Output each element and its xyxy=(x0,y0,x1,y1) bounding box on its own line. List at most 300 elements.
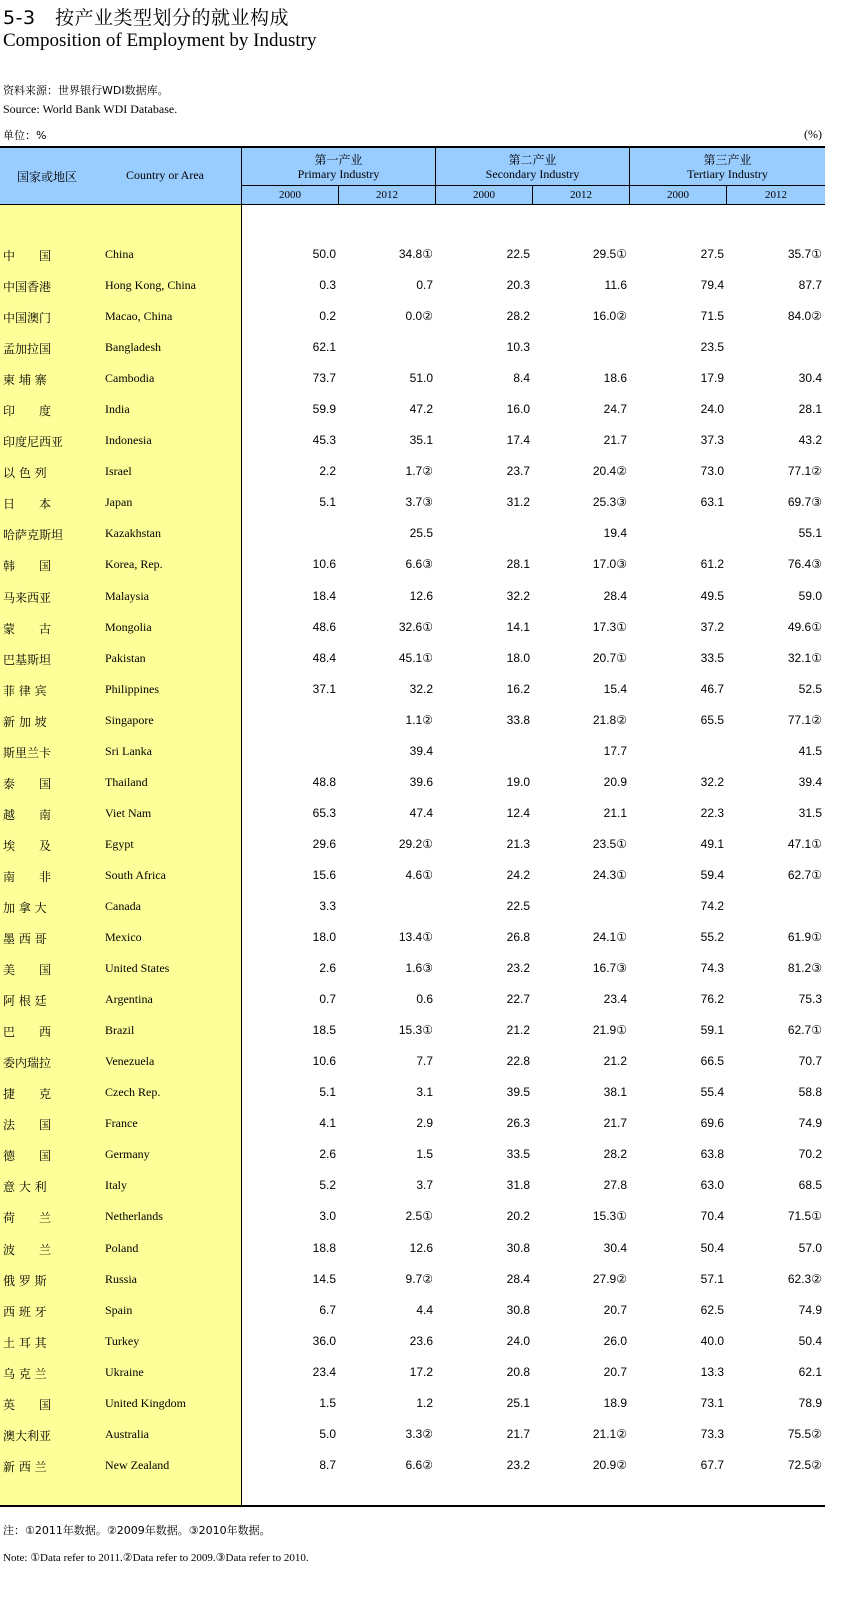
value-cell: 19.4 xyxy=(603,526,627,541)
value-cell: 15.6 xyxy=(312,867,336,882)
value-cell: 55.1 xyxy=(798,526,822,541)
value-cell: 1.7② xyxy=(405,464,433,479)
value-cell: 28.4 xyxy=(603,588,627,603)
value-cell: 41.5 xyxy=(798,743,822,758)
value-cell: 21.2 xyxy=(603,1054,627,1069)
value-cell: 29.6 xyxy=(312,836,336,851)
page-title-cn: 5-3 按产业类型划分的就业构成 xyxy=(3,7,290,29)
value-cell: 55.2 xyxy=(700,930,724,945)
value-cell: 35.1 xyxy=(409,433,433,448)
value-cell: 26.3 xyxy=(506,1116,530,1131)
value-cell: 34.8① xyxy=(398,247,433,261)
year-header: 2012 xyxy=(533,186,630,204)
country-name-en: Russia xyxy=(105,1271,138,1286)
value-cell: 55.4 xyxy=(700,1085,724,1100)
table-row xyxy=(0,1169,825,1200)
value-cell: 17.9 xyxy=(700,371,724,386)
value-cell: 1.2 xyxy=(416,1395,433,1410)
value-cell: 62.1 xyxy=(798,1364,822,1379)
value-cell: 10.6 xyxy=(312,557,336,572)
employment-table xyxy=(0,146,825,1507)
table-row xyxy=(0,704,825,735)
value-cell: 5.2 xyxy=(319,1178,336,1193)
value-cell: 62.3② xyxy=(787,1271,822,1286)
value-cell: 27.8 xyxy=(603,1178,627,1193)
value-cell: 20.3 xyxy=(506,278,530,293)
value-cell: 51.0 xyxy=(409,371,433,386)
country-name-cn: 巴基斯坦 xyxy=(3,652,52,667)
value-cell: 63.0 xyxy=(700,1178,724,1193)
country-name-cn: 蒙 古 xyxy=(3,621,52,636)
country-name-en: Spain xyxy=(105,1302,133,1317)
value-cell: 6.7 xyxy=(319,1302,336,1317)
unit-label: 单位：% xyxy=(3,129,47,142)
table-row xyxy=(0,1325,825,1356)
value-cell: 28.2 xyxy=(603,1147,627,1162)
value-cell: 15.4 xyxy=(603,681,627,696)
value-cell: 24.7 xyxy=(603,402,627,417)
country-name-en: South Africa xyxy=(105,867,166,882)
value-cell: 23.2 xyxy=(506,1457,530,1472)
value-cell: 2.2 xyxy=(319,464,336,479)
value-cell: 73.1 xyxy=(700,1395,724,1410)
value-cell: 6.6③ xyxy=(405,557,433,572)
table-row xyxy=(0,1014,825,1045)
country-name-en: Thailand xyxy=(105,774,148,789)
value-cell: 20.7① xyxy=(592,650,627,665)
value-cell: 37.1 xyxy=(312,681,336,696)
value-cell: 25.3③ xyxy=(592,495,627,510)
value-cell: 74.9 xyxy=(798,1302,822,1317)
table-row xyxy=(0,859,825,890)
value-cell: 16.0 xyxy=(506,402,530,417)
value-cell: 33.5 xyxy=(506,1147,530,1162)
table-row xyxy=(0,548,825,579)
value-cell: 49.6① xyxy=(787,619,822,634)
value-cell: 32.2 xyxy=(700,774,724,789)
value-cell: 48.4 xyxy=(312,650,336,665)
value-cell: 22.8 xyxy=(506,1054,530,1069)
table-row xyxy=(0,1387,825,1418)
country-name-en: Poland xyxy=(105,1240,139,1255)
value-cell: 76.4③ xyxy=(787,557,822,572)
value-cell: 15.3① xyxy=(398,1023,433,1038)
value-cell: 20.4② xyxy=(592,464,627,479)
value-cell: 13.3 xyxy=(700,1364,724,1379)
value-cell: 32.2 xyxy=(506,588,530,603)
value-cell: 23.2 xyxy=(506,961,530,976)
value-cell: 25.1 xyxy=(506,1395,530,1410)
table-row xyxy=(0,983,825,1014)
group-tertiary-cn: 第三产业 xyxy=(703,153,752,167)
value-cell: 65.3 xyxy=(312,805,336,820)
value-cell: 74.9 xyxy=(798,1116,822,1131)
value-cell: 71.5① xyxy=(787,1209,822,1224)
value-cell: 19.0 xyxy=(506,774,530,789)
value-cell: 33.5 xyxy=(700,650,724,665)
value-cell: 47.2 xyxy=(409,402,433,417)
value-cell: 23.4 xyxy=(312,1364,336,1379)
country-name-cn: 斯里兰卡 xyxy=(3,745,52,760)
value-cell: 87.7 xyxy=(798,278,822,293)
country-name-en: Macao, China xyxy=(105,309,173,324)
value-cell: 8.7 xyxy=(319,1457,336,1472)
country-name-en: Hong Kong, China xyxy=(105,278,196,293)
value-cell: 24.0 xyxy=(700,402,724,417)
country-name-cn: 俄 罗 斯 xyxy=(3,1273,47,1288)
value-cell: 13.4① xyxy=(398,930,433,945)
country-name-en: Germany xyxy=(105,1147,150,1162)
table-row xyxy=(0,1138,825,1169)
value-cell: 12.6 xyxy=(409,588,433,603)
value-cell: 20.8 xyxy=(506,1364,530,1379)
value-cell: 39.5 xyxy=(506,1085,530,1100)
country-name-cn: 委内瑞拉 xyxy=(3,1056,52,1071)
value-cell: 50.4 xyxy=(798,1333,822,1348)
value-cell: 63.8 xyxy=(700,1147,724,1162)
value-cell: 38.1 xyxy=(603,1085,627,1100)
value-cell: 58.8 xyxy=(798,1085,822,1100)
value-cell: 1.6③ xyxy=(405,961,433,976)
country-name-cn: 墨 西 哥 xyxy=(3,932,47,947)
value-cell: 23.5① xyxy=(592,836,627,851)
country-header xyxy=(0,148,242,204)
value-cell: 26.0 xyxy=(603,1333,627,1348)
country-name-en: Brazil xyxy=(105,1023,135,1038)
value-cell: 16.2 xyxy=(506,681,530,696)
year-header: 2000 xyxy=(630,186,727,204)
table-row xyxy=(0,1449,825,1480)
country-name-en: Israel xyxy=(105,464,132,479)
country-name-en: Indonesia xyxy=(105,433,152,448)
table-row xyxy=(0,331,825,362)
table-row xyxy=(0,455,825,486)
value-cell: 28.2 xyxy=(506,309,530,324)
group-header-primary xyxy=(242,148,436,186)
value-cell: 21.7 xyxy=(506,1426,530,1441)
value-cell: 25.5 xyxy=(409,526,433,541)
country-name-cn: 印度尼西亚 xyxy=(3,435,64,450)
table-row xyxy=(0,1045,825,1076)
country-name-en: Kazakhstan xyxy=(105,526,161,541)
country-name-cn: 波 兰 xyxy=(3,1242,52,1257)
country-name-en: Bangladesh xyxy=(105,340,161,355)
value-cell: 3.3 xyxy=(319,898,336,913)
value-cell: 84.0② xyxy=(787,309,822,324)
value-cell: 77.1② xyxy=(787,712,822,727)
value-cell: 0.6 xyxy=(416,992,433,1007)
value-cell: 21.1② xyxy=(592,1426,627,1441)
value-cell: 69.6 xyxy=(700,1116,724,1131)
value-cell: 5.0 xyxy=(319,1426,336,1441)
value-cell: 2.5① xyxy=(405,1209,433,1224)
value-cell: 20.7 xyxy=(603,1364,627,1379)
year-header: 2000 xyxy=(242,186,339,204)
value-cell: 59.9 xyxy=(312,402,336,417)
value-cell: 46.7 xyxy=(700,681,724,696)
table-row xyxy=(0,580,825,611)
footnote-cn: 注：①2011年数据。②2009年数据。③2010年数据。 xyxy=(3,1524,271,1537)
value-cell: 27.9② xyxy=(592,1271,627,1286)
table-row xyxy=(0,1263,825,1294)
table-row xyxy=(0,766,825,797)
country-name-en: Czech Rep. xyxy=(105,1085,161,1100)
value-cell: 18.6 xyxy=(603,371,627,386)
value-cell: 66.5 xyxy=(700,1054,724,1069)
value-cell: 23.5 xyxy=(700,340,724,355)
country-header-cn: 国家或地区 xyxy=(17,170,78,184)
value-cell: 48.8 xyxy=(312,774,336,789)
value-cell: 22.5 xyxy=(506,898,530,913)
value-cell: 3.1 xyxy=(416,1085,433,1100)
country-name-cn: 中 国 xyxy=(3,249,52,263)
country-name-cn: 澳大利亚 xyxy=(3,1428,52,1443)
country-name-cn: 德 国 xyxy=(3,1149,52,1164)
value-cell: 17.7 xyxy=(603,743,627,758)
country-name-cn: 中国澳门 xyxy=(3,311,52,326)
table-row xyxy=(0,673,825,704)
country-name-cn: 乌 克 兰 xyxy=(3,1366,47,1381)
value-cell: 73.7 xyxy=(312,371,336,386)
country-name-en: Japan xyxy=(105,495,133,510)
value-cell: 45.3 xyxy=(312,433,336,448)
value-cell: 17.3① xyxy=(592,619,627,634)
value-cell: 31.8 xyxy=(506,1178,530,1193)
source-en: Source: World Bank WDI Database. xyxy=(3,102,178,116)
value-cell: 59.1 xyxy=(700,1023,724,1038)
value-cell: 3.7 xyxy=(416,1178,433,1193)
value-cell: 21.7 xyxy=(603,1116,627,1131)
table-row xyxy=(0,890,825,921)
value-cell: 75.3 xyxy=(798,992,822,1007)
value-cell: 59.4 xyxy=(700,867,724,882)
value-cell: 23.7 xyxy=(506,464,530,479)
value-cell: 20.9 xyxy=(603,774,627,789)
table-header xyxy=(0,146,825,205)
table-body xyxy=(0,205,825,1507)
value-cell: 62.7① xyxy=(787,867,822,882)
value-cell: 29.5① xyxy=(592,247,627,261)
table-row xyxy=(0,642,825,673)
value-cell: 52.5 xyxy=(798,681,822,696)
table-row xyxy=(0,611,825,642)
value-cell: 37.2 xyxy=(700,619,724,634)
year-header: 2012 xyxy=(339,186,436,204)
value-cell: 24.1① xyxy=(592,930,627,945)
table-row xyxy=(0,1200,825,1231)
country-name-en: India xyxy=(105,402,130,417)
value-cell: 18.5 xyxy=(312,1023,336,1038)
value-cell: 21.8② xyxy=(592,712,627,727)
country-name-en: Australia xyxy=(105,1426,149,1441)
country-name-cn: 土 耳 其 xyxy=(3,1335,47,1350)
value-cell: 77.1② xyxy=(787,464,822,479)
country-name-cn: 新 西 兰 xyxy=(3,1459,47,1474)
table-rows xyxy=(0,238,825,1480)
table-row xyxy=(0,517,825,548)
value-cell: 5.1 xyxy=(319,495,336,510)
value-cell: 1.5 xyxy=(319,1395,336,1410)
country-name-cn: 加 拿 大 xyxy=(3,900,47,915)
value-cell: 20.7 xyxy=(603,1302,627,1317)
value-cell: 62.1 xyxy=(312,340,336,355)
value-cell: 0.7 xyxy=(416,278,433,293)
country-name-cn: 以 色 列 xyxy=(3,466,47,481)
value-cell: 22.7 xyxy=(506,992,530,1007)
value-cell: 39.4 xyxy=(409,743,433,758)
value-cell: 4.6① xyxy=(405,867,433,882)
value-cell: 17.4 xyxy=(506,433,530,448)
value-cell: 39.4 xyxy=(798,774,822,789)
country-name-en: Sri Lanka xyxy=(105,743,152,758)
value-cell: 27.5 xyxy=(700,247,724,261)
value-cell: 1.5 xyxy=(416,1147,433,1162)
value-cell: 1.1② xyxy=(405,712,433,727)
value-cell: 48.6 xyxy=(312,619,336,634)
value-cell: 31.2 xyxy=(506,495,530,510)
value-cell: 3.0 xyxy=(319,1209,336,1224)
group-tertiary-en: Tertiary Industry xyxy=(687,167,768,181)
value-cell: 39.6 xyxy=(409,774,433,789)
country-name-cn: 阿 根 廷 xyxy=(3,994,47,1009)
value-cell: 36.0 xyxy=(312,1333,336,1348)
country-name-cn: 英 国 xyxy=(3,1397,52,1412)
group-secondary-en: Secondary Industry xyxy=(485,167,580,181)
table-row xyxy=(0,486,825,517)
table-row xyxy=(0,952,825,983)
value-cell: 5.1 xyxy=(319,1085,336,1100)
country-name-en: France xyxy=(105,1116,138,1131)
group-secondary-cn: 第二产业 xyxy=(508,153,557,167)
value-cell: 10.6 xyxy=(312,1054,336,1069)
value-cell: 32.2 xyxy=(409,681,433,696)
table-row xyxy=(0,828,825,859)
country-name-cn: 韩 国 xyxy=(3,559,52,574)
value-cell: 74.3 xyxy=(700,961,724,976)
value-cell: 12.4 xyxy=(506,805,530,820)
unit-right-label: (%) xyxy=(804,127,822,141)
value-cell: 24.0 xyxy=(506,1333,530,1348)
value-cell: 4.4 xyxy=(416,1302,433,1317)
group-primary-cn: 第一产业 xyxy=(314,153,363,167)
table-row xyxy=(0,1356,825,1387)
country-name-cn: 捷 克 xyxy=(3,1087,52,1102)
country-name-en: Cambodia xyxy=(105,371,155,386)
value-cell: 73.3 xyxy=(700,1426,724,1441)
value-cell: 17.0③ xyxy=(592,557,627,572)
table-row xyxy=(0,1107,825,1138)
value-cell: 21.9① xyxy=(592,1023,627,1038)
value-cell: 62.5 xyxy=(700,1302,724,1317)
value-cell: 32.6① xyxy=(398,619,433,634)
value-cell: 18.8 xyxy=(312,1240,336,1255)
value-cell: 18.9 xyxy=(603,1395,627,1410)
group-header-secondary xyxy=(436,148,630,186)
value-cell: 0.2 xyxy=(319,309,336,324)
value-cell: 2.9 xyxy=(416,1116,433,1131)
value-cell: 35.7① xyxy=(787,247,822,261)
table-row xyxy=(0,393,825,424)
table-row xyxy=(0,269,825,300)
group-primary-en: Primary Industry xyxy=(297,167,380,181)
value-cell: 33.8 xyxy=(506,712,530,727)
value-cell: 45.1① xyxy=(398,650,433,665)
country-name-en: Italy xyxy=(105,1178,127,1193)
country-name-cn: 新 加 坡 xyxy=(3,714,47,729)
value-cell: 69.7③ xyxy=(787,495,822,510)
table-row xyxy=(0,1232,825,1263)
value-cell: 0.3 xyxy=(319,278,336,293)
value-cell: 57.0 xyxy=(798,1240,822,1255)
value-cell: 20.9② xyxy=(592,1457,627,1472)
table-row xyxy=(0,1076,825,1107)
value-cell: 47.4 xyxy=(409,805,433,820)
value-cell: 67.7 xyxy=(700,1457,724,1472)
table-row xyxy=(0,921,825,952)
value-cell: 74.2 xyxy=(700,898,724,913)
country-name-cn: 哈萨克斯坦 xyxy=(3,528,64,543)
value-cell: 37.3 xyxy=(700,433,724,448)
country-name-cn: 南 非 xyxy=(3,869,52,884)
value-cell: 50.0 xyxy=(312,247,336,261)
value-cell: 30.8 xyxy=(506,1302,530,1317)
country-name-en: Egypt xyxy=(105,836,134,851)
country-name-cn: 意 大 利 xyxy=(3,1180,47,1195)
country-name-en: Philippines xyxy=(105,681,160,696)
value-cell: 24.2 xyxy=(506,867,530,882)
country-name-en: Venezuela xyxy=(105,1054,155,1069)
country-name-cn: 泰 国 xyxy=(3,776,52,791)
table-row xyxy=(0,424,825,455)
value-cell: 23.6 xyxy=(409,1333,433,1348)
country-name-cn: 巴 西 xyxy=(3,1025,52,1040)
value-cell: 10.3 xyxy=(506,340,530,355)
country-name-en: Mongolia xyxy=(105,619,152,634)
value-cell: 3.3② xyxy=(405,1426,433,1441)
country-name-cn: 马来西亚 xyxy=(3,590,52,605)
value-cell: 28.1 xyxy=(506,557,530,572)
value-cell: 50.4 xyxy=(700,1240,724,1255)
value-cell: 49.1 xyxy=(700,836,724,851)
table-row xyxy=(0,362,825,393)
value-cell: 30.8 xyxy=(506,1240,530,1255)
table-row xyxy=(0,300,825,331)
country-name-en: Ukraine xyxy=(105,1364,144,1379)
country-name-en: New Zealand xyxy=(105,1457,170,1472)
country-name-cn: 埃 及 xyxy=(3,838,52,853)
country-name-en: Pakistan xyxy=(105,650,146,665)
value-cell: 79.4 xyxy=(700,278,724,293)
value-cell: 23.4 xyxy=(603,992,627,1007)
country-name-cn: 菲 律 宾 xyxy=(3,683,47,698)
value-cell: 3.7③ xyxy=(405,495,433,510)
value-cell: 78.9 xyxy=(798,1395,822,1410)
value-cell: 21.7 xyxy=(603,433,627,448)
country-name-cn: 法 国 xyxy=(3,1118,52,1133)
value-cell: 20.2 xyxy=(506,1209,530,1224)
value-cell: 40.0 xyxy=(700,1333,724,1348)
country-name-cn: 孟加拉国 xyxy=(3,342,52,357)
source-cn: 资料来源：世界银行WDI数据库。 xyxy=(3,84,169,97)
value-cell: 21.3 xyxy=(506,836,530,851)
value-cell: 73.0 xyxy=(700,464,724,479)
country-name-en: Korea, Rep. xyxy=(105,557,163,572)
value-cell: 72.5② xyxy=(787,1457,822,1472)
country-name-cn: 荷 兰 xyxy=(3,1211,52,1226)
value-cell: 43.2 xyxy=(798,433,822,448)
value-cell: 61.9① xyxy=(787,930,822,945)
value-cell: 47.1① xyxy=(787,836,822,851)
